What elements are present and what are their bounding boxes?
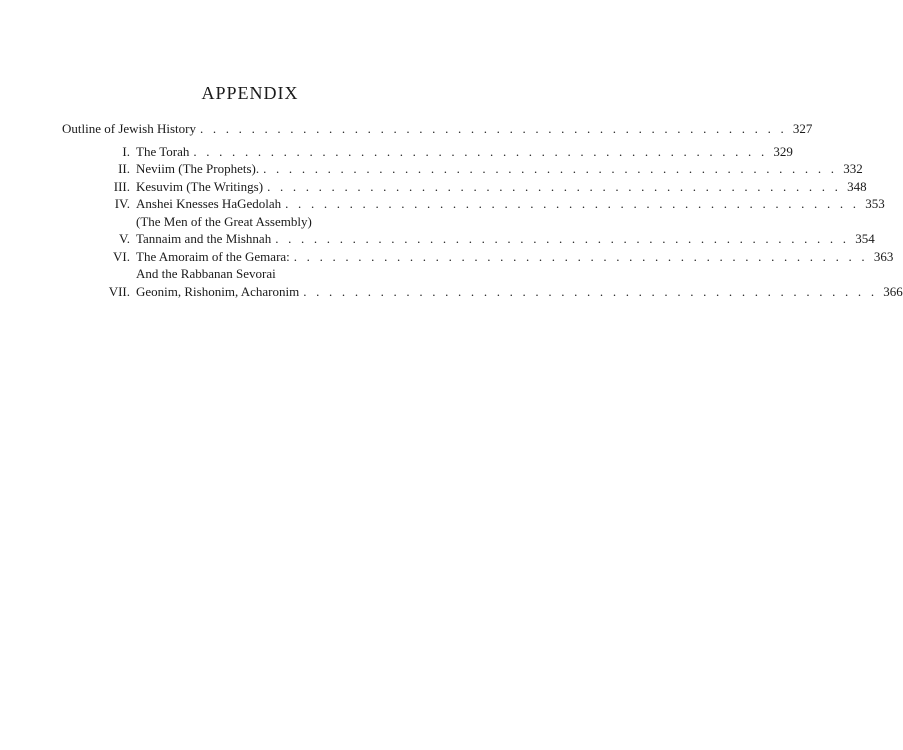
toc-label: The Amoraim of the Gemara: (136, 248, 290, 264)
table-of-contents (62, 120, 903, 300)
toc-page: 363 (873, 248, 894, 264)
leader-dots: . . . . . . . . . . . . . . . . . . . . . . . . . . . . . . . . . . . . . . . . . . . . . (193, 143, 768, 159)
toc-numeral: IV. (114, 196, 130, 211)
page-title: APPENDIX (201, 83, 299, 103)
toc-numeral: II. (118, 161, 130, 176)
toc-main-label: Outline of Jewish History (62, 121, 196, 136)
toc-page: 354 (855, 231, 875, 246)
toc-page: 366 (883, 283, 903, 299)
toc-entry (62, 143, 793, 161)
toc-label: Anshei Knesses HaGedolah (136, 196, 282, 211)
toc-continuation: And the Rabbanan Sevorai (136, 266, 276, 281)
toc-label: Neviim (The Prophets). (136, 161, 260, 176)
toc-numeral: I. (122, 143, 130, 159)
leader-dots: . . . . . . . . . . . . . . . . . . . . . . . . . . . . . . . . . . . . . . . . . . . . . (275, 231, 850, 246)
toc-page: 329 (773, 143, 793, 159)
toc-numeral: III. (113, 178, 130, 194)
toc-continuation: (The Men of the Great Assembly) (136, 213, 312, 229)
leader-dots: . . . . . . . . . . . . . . . . . . . . . . . . . . . . . . . . . . . . . . . . . . . . . (293, 248, 868, 264)
toc-page: 348 (847, 178, 867, 194)
leader-dots: . . . . . . . . . . . . . . . . . . . . . . . . . . . . . . . . . . . . . . . . . . . . . (267, 178, 842, 194)
leader-dots: . . . . . . . . . . . . . . . . . . . . . . . . . . . . . . . . . . . . . . . . . . . . . . (199, 121, 787, 136)
toc-label: Geonim, Rishonim, Acharonim (136, 283, 300, 299)
toc-entry (62, 283, 903, 301)
toc-numeral: VI. (113, 248, 130, 264)
toc-entry (62, 248, 894, 283)
toc-label: Kesuvim (The Writings) (136, 178, 264, 194)
toc-numeral: V. (119, 231, 130, 246)
toc-main-page: 327 (792, 121, 813, 136)
toc-entry (62, 178, 867, 196)
toc-entry (62, 195, 885, 230)
toc-main-entry (62, 120, 813, 138)
toc-entry (62, 160, 863, 178)
leader-dots: . . . . . . . . . . . . . . . . . . . . . . . . . . . . . . . . . . . . . . . . . . . . . (303, 283, 878, 299)
toc-numeral: VII. (108, 283, 130, 299)
leader-dots: . . . . . . . . . . . . . . . . . . . . . . . . . . . . . . . . . . . . . . . . . . . . . (263, 161, 838, 176)
toc-label: The Torah (136, 143, 190, 159)
leader-dots: . . . . . . . . . . . . . . . . . . . . . . . . . . . . . . . . . . . . . . . . . . . . . (285, 196, 860, 211)
toc-page: 353 (865, 196, 885, 211)
toc-entry (62, 230, 875, 248)
toc-entries (62, 143, 903, 301)
toc-page: 332 (843, 161, 863, 176)
toc-label: Tannaim and the Mishnah (136, 231, 272, 246)
